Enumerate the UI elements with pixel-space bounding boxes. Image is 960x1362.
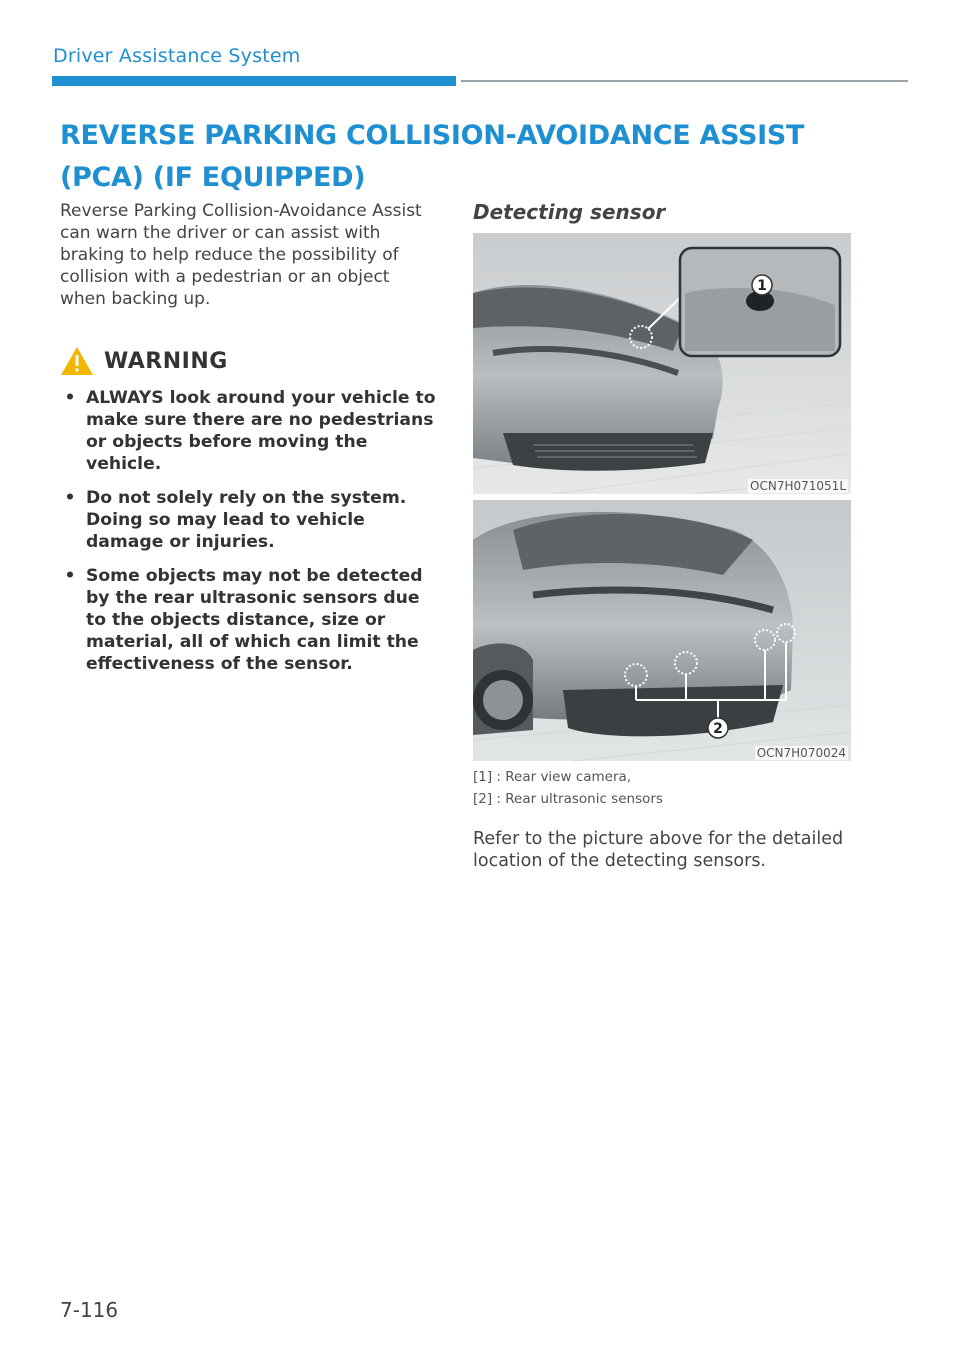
page-title: REVERSE PARKING COLLISION-AVOIDANCE ASSIST (PCA) (IF EQUIPPED) [60, 120, 805, 193]
warning-item [60, 565, 438, 675]
bullet-icon: • [64, 488, 76, 508]
warning-triangle-icon [60, 345, 94, 377]
callout-number: 2 [713, 721, 723, 737]
sensor-description: Refer to the picture above for the detailed location of the detecting sensors. [473, 829, 844, 871]
page-number: 7-116 [60, 1298, 119, 1322]
warning-item-text: Do not solely rely on the system. Doing so may lead to vehicle damage or injuries. [86, 488, 407, 552]
bullet-icon: • [64, 388, 76, 408]
warning-item [60, 487, 438, 553]
warning-list [60, 387, 438, 675]
warning-item [60, 387, 438, 475]
caption-sensors: [2] : Rear ultrasonic sensors [473, 791, 663, 807]
warning-item-text: Some objects may not be detected by the rear ultrasonic sensors due to the objects distance, size or material, all of which can limit the effectiveness of the sensor. [86, 566, 423, 674]
figure-code: OCN7H070024 [756, 746, 846, 760]
callout-number: 1 [757, 278, 767, 294]
warning-label: WARNING [104, 348, 228, 374]
warning-item-text: ALWAYS look around your vehicle to make sure there are no pedestrians or objects before moving the vehicle. [86, 388, 436, 474]
header-rule-accent [52, 76, 456, 86]
intro-paragraph: Reverse Parking Collision-Avoidance Assist can warn the driver or can assist with braking to help reduce the possibility of collision with a pedestrian or an object when backing up. [60, 201, 422, 309]
right-column [473, 200, 853, 871]
bullet-icon: • [64, 566, 76, 586]
header-rule [461, 80, 908, 82]
warning-header [60, 345, 438, 377]
car-rear-sensors-illustration [473, 500, 851, 761]
caption-camera: [1] : Rear view camera, [473, 769, 632, 785]
figure-captions [473, 766, 853, 872]
rear-ultrasonic-sensors-figure [473, 500, 851, 761]
section-header: Driver Assistance System [53, 45, 301, 67]
left-column [60, 200, 438, 687]
car-rear-camera-illustration [473, 233, 851, 494]
rear-camera-figure [473, 233, 851, 494]
figure-code: OCN7H071051L [750, 479, 846, 493]
subsection-title: Detecting sensor [473, 200, 666, 224]
